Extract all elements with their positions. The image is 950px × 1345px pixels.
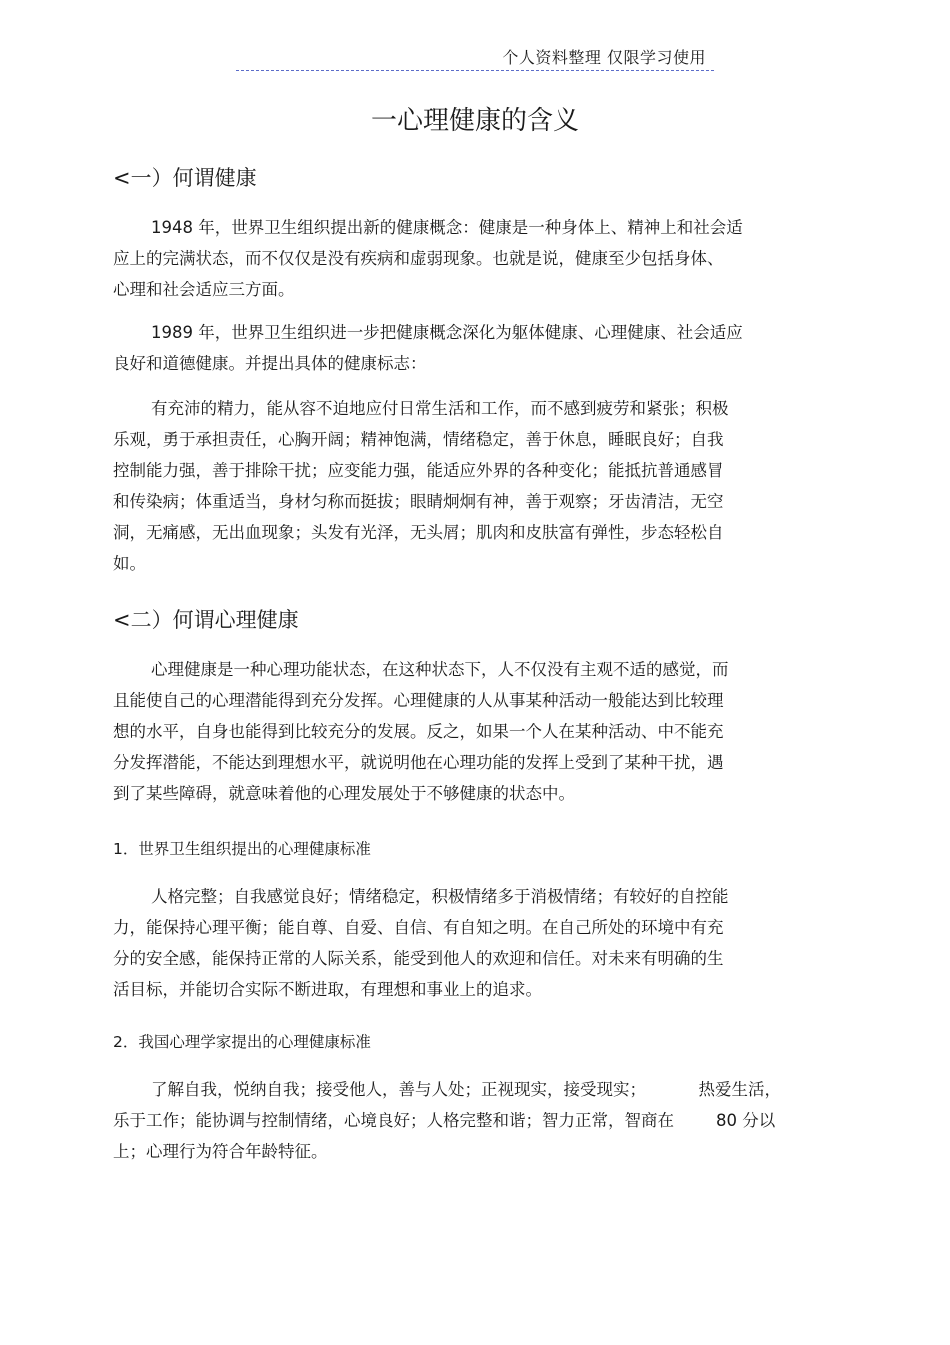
page-header — [236, 48, 714, 71]
paragraph-5 — [113, 881, 793, 1005]
paragraph-line: 如。 — [113, 554, 146, 573]
header-text: 个人资料整理 仅限学习使用 — [502, 48, 706, 67]
paragraph-line: 分的安全感，能保持正常的人际关系，能受到他人的欢迎和信任。对未来有明确的生 — [113, 949, 724, 968]
section-heading-2: <二）何谓心理健康 — [113, 608, 299, 632]
section-heading-1: <一）何谓健康 — [113, 166, 257, 190]
paragraph-line: 1948 年，世界卫生组织提出新的健康概念：健康是一种身体上、精神上和社会适 — [151, 218, 743, 237]
paragraph-line: 到了某些障碍，就意味着他的心理发展处于不够健康的状态中。 — [113, 784, 575, 803]
paragraph-6 — [113, 1074, 838, 1167]
paragraph-line: 力，能保持心理平衡；能自尊、自爱、自信、有自知之明。在自己所处的环境中有充 — [113, 918, 724, 937]
paragraph-line: 想的水平，自身也能得到比较充分的发展。反之，如果一个人在某种活动、中不能充 — [113, 722, 724, 741]
paragraph-4 — [113, 654, 793, 809]
paragraph-line: 洞，无痛感，无出血现象；头发有光泽，无头屑；肌肉和皮肤富有弹性，步态轻松自 — [113, 523, 724, 542]
paragraph-line: 了解自我，悦纳自我；接受他人，善与人处；正视现实，接受现实； 热爱生活， — [151, 1080, 781, 1099]
page-title: 一心理健康的含义 — [370, 106, 579, 136]
paragraph-line: 活目标，并能切合实际不断进取，有理想和事业上的追求。 — [113, 980, 542, 999]
subsection-heading-2: 2．我国心理学家提出的心理健康标准 — [113, 1033, 371, 1051]
paragraph-line: 人格完整；自我感觉良好；情绪稳定，积极情绪多于消极情绪；有较好的自控能 — [151, 887, 729, 906]
paragraph-line: 有充沛的精力，能从容不迫地应付日常生活和工作，而不感到疲劳和紧张；积极 — [151, 399, 729, 418]
paragraph-line: 分发挥潜能，不能达到理想水平，就说明他在心理功能的发挥上受到了某种干扰，遇 — [113, 753, 724, 772]
paragraph-line: 和传染病；体重适当，身材匀称而挺拔；眼睛炯炯有神，善于观察；牙齿清洁，无空 — [113, 492, 724, 511]
paragraph-3 — [113, 393, 793, 579]
paragraph-line: 应上的完满状态，而不仅仅是没有疾病和虚弱现象。也就是说，健康至少包括身体、 — [113, 249, 724, 268]
paragraph-line: 心理健康是一种心理功能状态，在这种状态下，人不仅没有主观不适的感觉，而 — [151, 660, 729, 679]
paragraph-line: 乐观，勇于承担责任，心胸开阔；精神饱满，情绪稳定，善于休息，睡眠良好；自我 — [113, 430, 724, 449]
paragraph-line: 乐于工作；能协调与控制情绪，心境良好；人格完整和谐；智力正常，智商在 80 分以 — [113, 1111, 776, 1130]
paragraph-1 — [113, 212, 793, 305]
subsection-heading-1: 1．世界卫生组织提出的心理健康标准 — [113, 840, 371, 858]
paragraph-line: 且能使自己的心理潜能得到充分发挥。心理健康的人从事某种活动一般能达到比较理 — [113, 691, 724, 710]
paragraph-2 — [113, 317, 793, 379]
paragraph-line: 1989 年，世界卫生组织进一步把健康概念深化为躯体健康、心理健康、社会适应 — [151, 323, 743, 342]
paragraph-line: 良好和道德健康。并提出具体的健康标志： — [113, 354, 427, 373]
paragraph-line: 心理和社会适应三方面。 — [113, 280, 295, 299]
paragraph-line: 上；心理行为符合年龄特征。 — [113, 1142, 328, 1161]
paragraph-line: 控制能力强，善于排除干扰；应变能力强，能适应外界的各种变化；能抵抗普通感冒 — [113, 461, 724, 480]
